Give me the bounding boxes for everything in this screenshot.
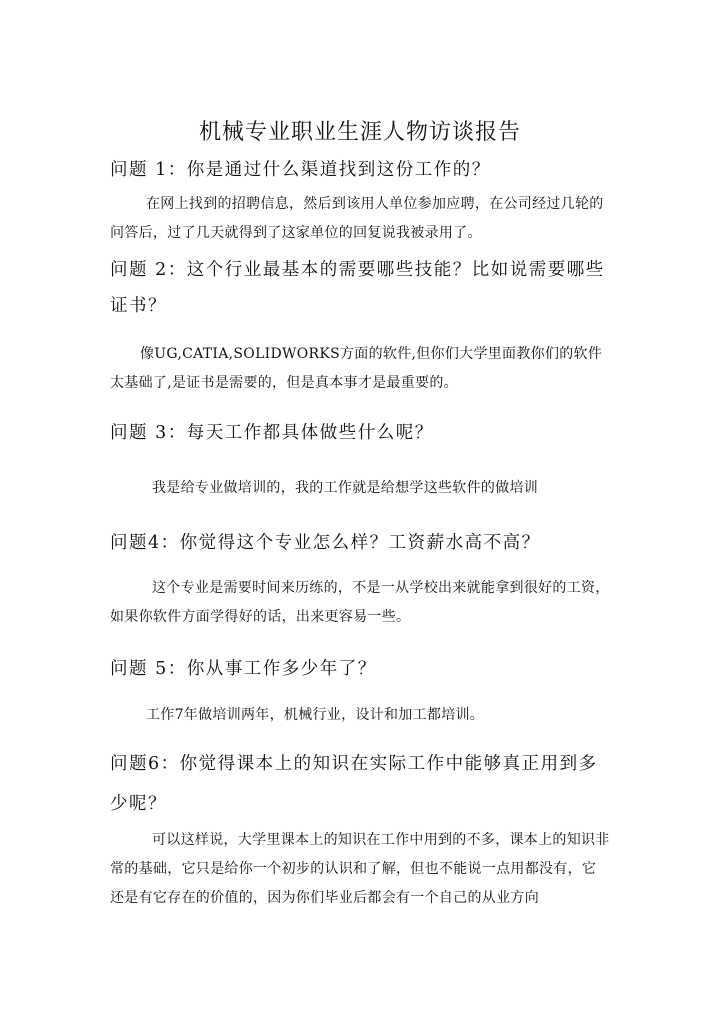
answer-5: 工作7年做培训两年，机械行业，设计和加工都培训。	[146, 707, 485, 723]
question-1: 问题 1：你是通过什么渠道找到这份工作的？	[110, 160, 491, 180]
document-title: 机械专业职业生涯人物访谈报告	[198, 120, 521, 145]
answer-3: 我是给专业做培训的，我的工作就是给想学这些软件的做培训	[152, 480, 539, 496]
question-3: 问题 3：每天工作都具体做些什么呢？	[110, 423, 434, 443]
answer-2: 像UG,CATIA,SOLIDWORKS方面的软件,但你们大学里面教你们的软件太基础了,是证书是需要的，但是真本事才是最重要的。	[110, 346, 603, 391]
answer-1: 在网上找到的招聘信息，然后到该用人单位参加应聘，在公司经过几轮的问答后，过了几天就得到了这家单位的回复说我被录用了。	[110, 196, 604, 241]
answer-6: 可以这样说，大学里课本上的知识在工作中用到的不多，课本上的知识非常的基础，它只是给你一个初步的认识和了解，但也不能说一点用都没有，它还是有它存在的价值的，因为你们毕业后都会有一个自己的从业方向	[110, 832, 610, 906]
question-6: 问题6：你觉得课本上的知识在实际工作中能够真正用到多少呢？	[110, 754, 598, 814]
answer-4: 这个专业是需要时间来历练的，不是一从学校出来就能拿到很好的工资，如果你软件方面学得好的话，出来更容易一些。	[110, 580, 610, 625]
question-4: 问题4：你觉得这个专业怎么样？工资薪水高不高？	[110, 533, 541, 553]
question-5: 问题 5：你从事工作多少年了？	[110, 659, 377, 679]
question-2: 问题 2：这个行业最基本的需要哪些技能？比如说需要哪些证书？	[110, 260, 605, 316]
